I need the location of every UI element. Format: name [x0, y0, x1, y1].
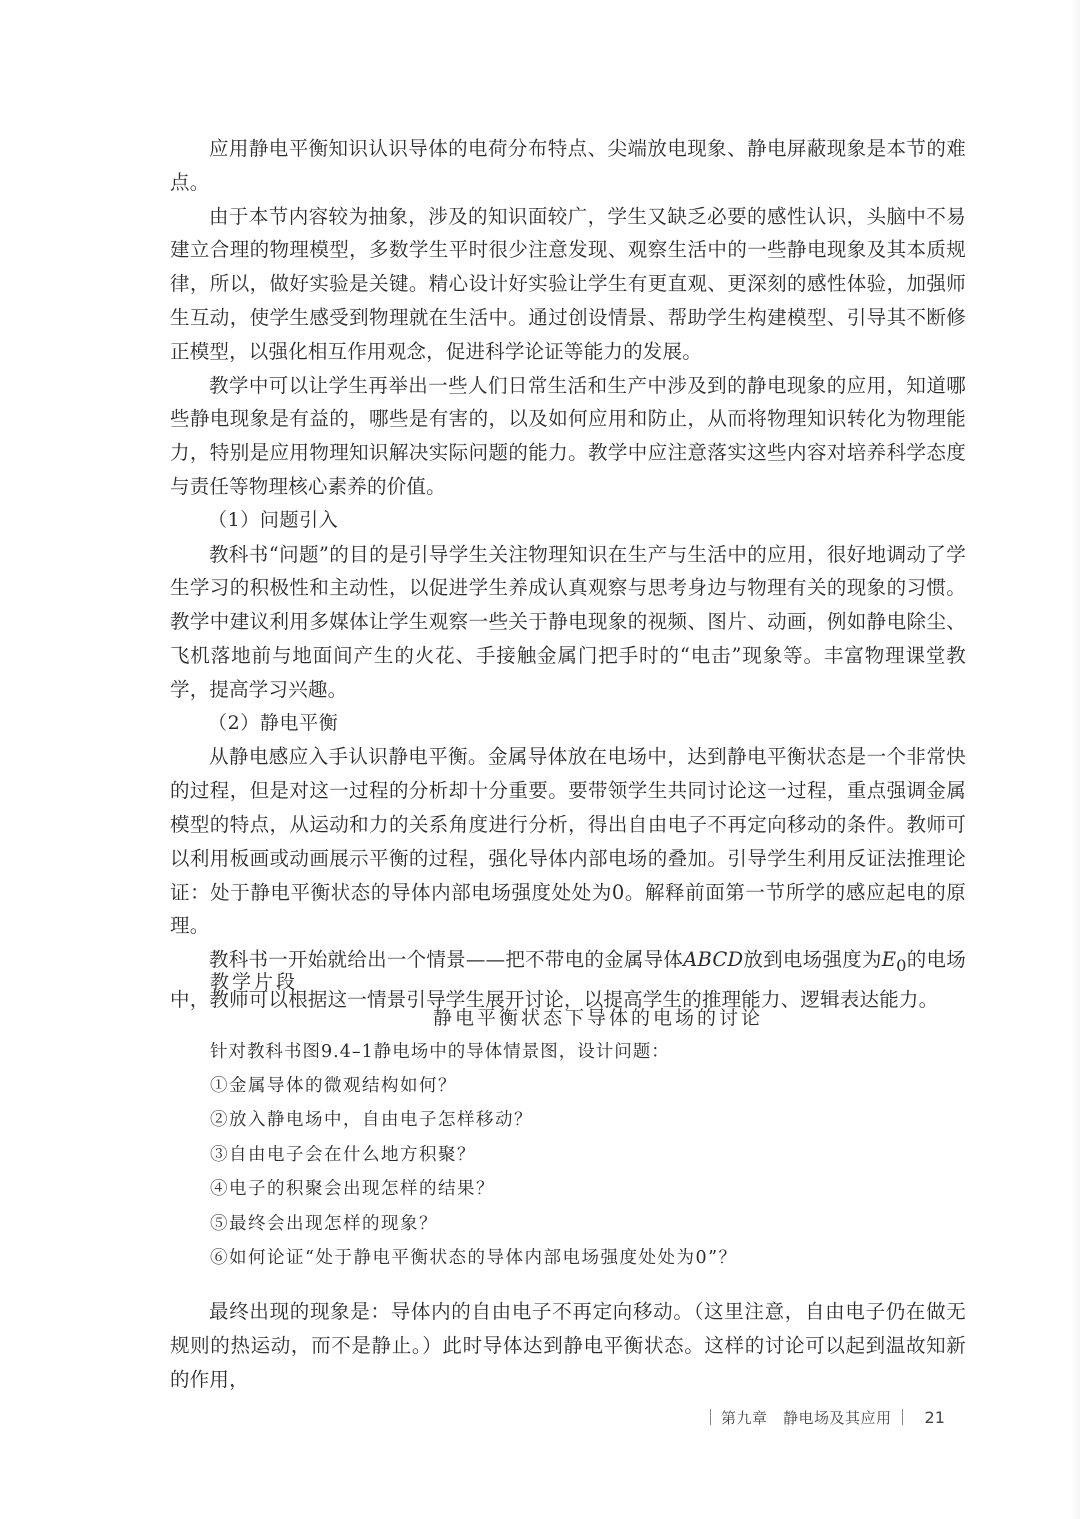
page-number: 21	[924, 1407, 945, 1427]
conclusion-block	[170, 1295, 966, 1396]
question-item: ③自由电子会在什么地方积聚？	[210, 1144, 476, 1165]
question-item: ①金属导体的微观结构如何？	[210, 1076, 457, 1096]
question-item: ⑤最终会出现怎样的现象？	[210, 1213, 438, 1234]
footer-divider	[710, 1409, 711, 1425]
footer-divider	[902, 1409, 903, 1425]
section-heading-question-intro: （1）问题引入	[208, 508, 339, 531]
teaching-segment-title: 静电平衡状态下导体的电场的讨论	[432, 1007, 763, 1029]
scenario-text-mid: 放到电场强度为	[743, 948, 882, 972]
footer-chapter-title: 第九章 静电场及其应用	[721, 1408, 892, 1427]
scan-edge-shadow	[1070, 0, 1080, 1519]
question-item: ②放入静电场中，自由电子怎样移动？	[210, 1110, 533, 1131]
conductor-label-abcd: ABCD	[683, 948, 744, 972]
field-symbol-subscript: 0	[896, 956, 907, 976]
main-body-text	[170, 132, 966, 1017]
teaching-segment-intro: 针对教科书图9.4–1静电场中的导体情景图，设计问题：	[210, 1042, 670, 1062]
paragraph-electrostatic-equilibrium: 从静电感应入手认识静电平衡。金属导体放在电场中，达到静电平衡状态是一个非常快的过程，但是对这一过程的分析却十分重要。要带领学生共同讨论这一过程，重点强调金属模型的特点，从运动和力的关系角度进行分析，得出自由电子不再定向移动的条件。教师可以利用板画或动画展示平衡的过程，强化导体内部电场的叠加。引导学生利用反证法推理论证：处于静电平衡状态的导体内部电场强度处处为0。解释前面第一节所学的感应起电的原理。	[170, 745, 966, 938]
scenario-text-before: 教科书一开始就给出一个情景——把不带电的金属导体	[209, 948, 684, 972]
paragraph-applications: 教学中可以让学生再举出一些人们日常生活和生产中涉及到的静电现象的应用，知道哪些静电现象是有益的，哪些是有害的，以及如何应用和防止，从而将物理知识转化为物理能力，特别是应用物理知识解决实际问题的能力。教学中应注意落实这些内容对培养科学态度与责任等物理核心素养的价值。	[170, 373, 966, 498]
question-list	[170, 1069, 966, 1275]
scenario-text-after: 的电场中，教师可以根据这一情景引导学生展开讨论，以提高学生的推理能力、逻辑表达能力。	[170, 948, 966, 1011]
page-footer	[700, 1402, 1000, 1432]
teaching-segment-label: 教学片段	[210, 971, 299, 993]
paragraph-abstract-content: 由于本节内容较为抽象，涉及的知识面较广，学生又缺乏必要的感性认识，头脑中不易建立合理的物理模型，多数学生平时很少注意发现、观察生活中的一些静电现象及其本质规律，所以，做好实验是关键。精心设计好实验让学生有更直观、更深刻的感性体验，加强师生互动，使学生感受到物理就在生活中。通过创设情景、帮助学生构建模型、引导其不断修正模型，以强化相互作用观念，促进科学论证等能力的发展。	[170, 204, 966, 363]
paragraph-question-intro: 教科书“问题”的目的是引导学生关注物理知识在生产与生活中的应用，很好地调动了学生学习的积极性和主动性，以促进学生养成认真观察与思考身边与物理有关的现象的习惯。教学中建议利用多媒体让学生观察一些关于静电现象的视频、图片、动画，例如静电除尘、飞机落地前与地面间产生的火花、手接触金属门把手时的“电击”现象等。丰富物理课堂教学，提高学习兴趣。	[170, 542, 966, 701]
section-heading-electrostatic-equilibrium: （2）静电平衡	[208, 711, 339, 734]
paragraph-conclusion: 最终出现的现象是：导体内的自由电子不再定向移动。（这里注意，自由电子仍在做无规则的热运动，而不是静止。）此时导体达到静电平衡状态。这样的讨论可以起到温故知新的作用，	[170, 1300, 966, 1391]
field-symbol-e: E	[881, 948, 897, 972]
question-item: ④电子的积聚会出现怎样的结果？	[210, 1179, 495, 1200]
paragraph-difficulty: 应用静电平衡知识认识导体的电荷分布特点、尖端放电现象、静电屏蔽现象是本节的难点。	[170, 137, 966, 194]
question-item: ⑥如何论证“处于静电平衡状态的导体内部电场强度处处为0”？	[210, 1248, 738, 1269]
teaching-segment	[170, 964, 966, 1275]
